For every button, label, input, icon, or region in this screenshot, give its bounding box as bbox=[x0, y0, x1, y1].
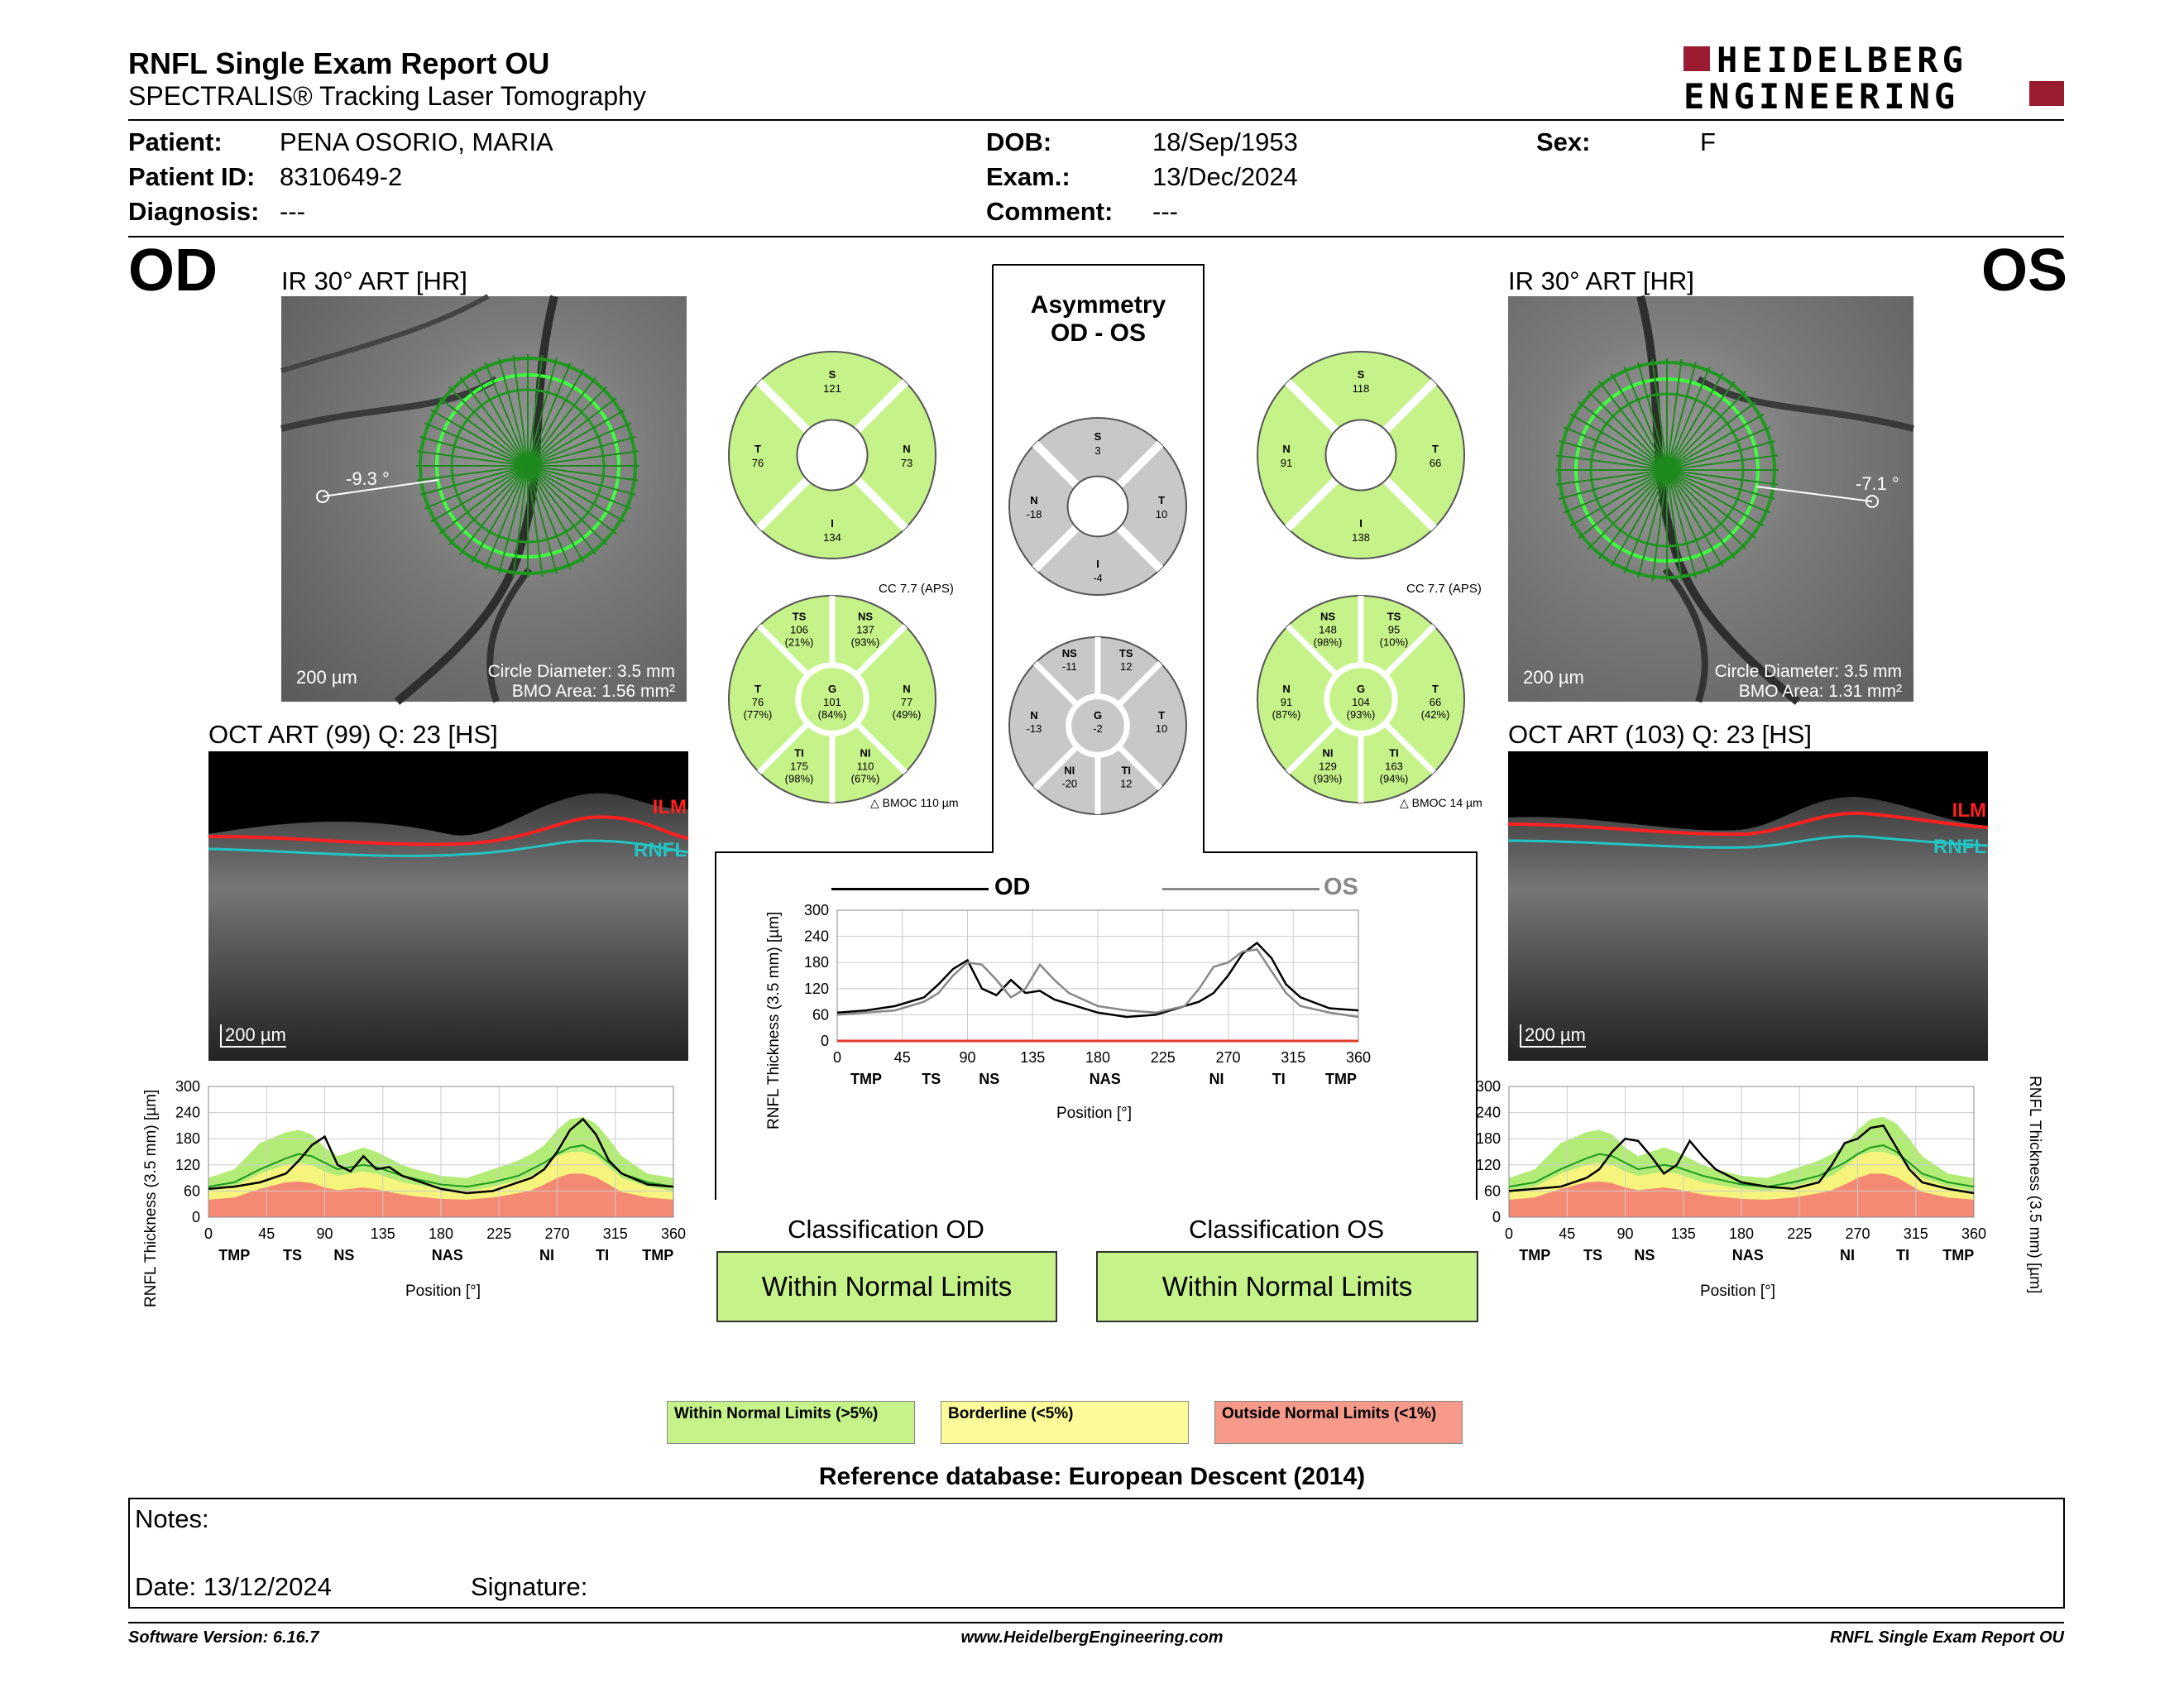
od-chart-xlabel: Position [°] bbox=[405, 1283, 481, 1300]
sector-value-T: 66 bbox=[1429, 696, 1442, 708]
sector-value-NI: 110 bbox=[856, 760, 874, 773]
classification-od-title: Classification OD bbox=[788, 1215, 984, 1244]
quadrant-value-S: 118 bbox=[1352, 382, 1370, 395]
sector-axis-label: NI bbox=[539, 1247, 555, 1264]
quadrant-label-I: I bbox=[1359, 517, 1363, 530]
sector-label-G: G bbox=[1356, 683, 1366, 695]
quadrant-value-I: 138 bbox=[1352, 531, 1370, 544]
x-tick-label: 270 bbox=[1215, 1049, 1241, 1066]
quadrant-label-T: T bbox=[754, 443, 761, 455]
quadrant-value-T: 76 bbox=[751, 457, 764, 469]
quadrant-label-T: T bbox=[1158, 494, 1166, 506]
sector-pct-NS: (98%) bbox=[1313, 635, 1343, 649]
x-tick-label: 135 bbox=[1670, 1225, 1696, 1242]
quadrant-value-S: 3 bbox=[1094, 444, 1101, 457]
sector-value-NS: -11 bbox=[1061, 660, 1077, 674]
od-oct-image bbox=[208, 751, 688, 1061]
sector-label-T: T bbox=[1432, 683, 1439, 695]
sector-label-T: T bbox=[754, 683, 761, 695]
quadrant-label-S: S bbox=[1094, 429, 1102, 443]
y-tick-label: 120 bbox=[803, 980, 829, 997]
y-tick-label: 300 bbox=[803, 902, 829, 918]
quadrant-label-I: I bbox=[1096, 558, 1099, 571]
sector-pct-NI: (67%) bbox=[850, 772, 880, 785]
x-tick-label: 360 bbox=[660, 1225, 687, 1242]
y-tick-label: 120 bbox=[1475, 1156, 1501, 1173]
sector-pct-NI: (93%) bbox=[1313, 772, 1343, 785]
sector-axis-label: TI bbox=[596, 1247, 610, 1264]
brand-line2: ENGINEERING bbox=[1684, 76, 1960, 117]
os-rnfl-chart bbox=[1475, 1072, 2060, 1320]
sector-axis-label: TMP bbox=[1519, 1247, 1551, 1264]
sector-pct-G: (93%) bbox=[1346, 708, 1376, 721]
sector-pct-TI: (98%) bbox=[784, 772, 814, 785]
notes-label: Notes: bbox=[135, 1504, 209, 1533]
x-tick-label: 225 bbox=[1150, 1049, 1176, 1066]
brand-logo bbox=[1684, 40, 2064, 119]
cmp-legend-od: OD bbox=[994, 874, 1031, 900]
sector-value-TS: 12 bbox=[1120, 660, 1133, 674]
y-tick-label: 120 bbox=[175, 1156, 200, 1173]
od-oct-scale: 200 µm bbox=[220, 1024, 286, 1048]
sector-axis-label: TS bbox=[1583, 1247, 1602, 1264]
od-os-comparison-chart bbox=[761, 877, 1390, 1125]
x-tick-label: 90 bbox=[959, 1049, 976, 1066]
od-fundus-image bbox=[281, 296, 687, 702]
os-chart-ylabel: RNFL Thickness (3.5 mm) [µm] bbox=[2026, 1076, 2043, 1294]
sector-axis-label: TI bbox=[1896, 1247, 1910, 1264]
y-tick-label: 240 bbox=[175, 1104, 200, 1121]
sector-value-G: -2 bbox=[1093, 722, 1103, 735]
sector-label-G: G bbox=[827, 683, 837, 695]
sector-axis-label: NS bbox=[979, 1071, 1000, 1087]
x-tick-label: 0 bbox=[1504, 1225, 1514, 1242]
sector-label-NS: NS bbox=[1061, 647, 1077, 660]
sector-value-TS: 95 bbox=[1387, 623, 1401, 636]
classification-od-box: Within Normal Limits bbox=[716, 1251, 1057, 1322]
sector-value-TS: 106 bbox=[790, 623, 808, 636]
x-tick-label: 315 bbox=[1281, 1049, 1306, 1066]
y-tick-label: 60 bbox=[812, 1006, 829, 1024]
x-tick-label: 360 bbox=[1961, 1225, 1987, 1242]
quadrant-label-N: N bbox=[1030, 494, 1038, 506]
sector-pct-N: (49%) bbox=[892, 708, 922, 721]
sector-value-NI: -20 bbox=[1061, 777, 1078, 790]
legend-within-normal: Within Normal Limits (>5%) bbox=[667, 1401, 915, 1444]
x-tick-label: 360 bbox=[1345, 1049, 1372, 1066]
od-scan-circle bbox=[281, 296, 687, 702]
patient-id: 8310649-2 bbox=[280, 162, 403, 191]
y-tick-label: 300 bbox=[1475, 1078, 1501, 1095]
os-eye-label: OS bbox=[1981, 237, 2068, 304]
sector-pct-TS: (21%) bbox=[784, 635, 814, 649]
x-tick-label: 135 bbox=[370, 1225, 395, 1242]
x-tick-label: 315 bbox=[1903, 1225, 1928, 1242]
legend-outside-normal: Outside Normal Limits (<1%) bbox=[1214, 1401, 1463, 1444]
sector-value-N: 77 bbox=[900, 696, 913, 708]
sector-label-TI: TI bbox=[1389, 746, 1399, 760]
quadrant-label-N: N bbox=[903, 443, 911, 455]
od-rnfl-label: RNFL bbox=[634, 839, 687, 861]
reference-database: Reference database: European Descent (2014) bbox=[818, 1463, 1366, 1490]
x-tick-label: 270 bbox=[544, 1225, 570, 1242]
os-bmoc-value: BMOC 14 µm bbox=[1411, 796, 1482, 809]
quadrant-value-S: 121 bbox=[823, 382, 841, 395]
quadrant-value-N: 73 bbox=[900, 457, 913, 469]
quadrant-value-I: -4 bbox=[1093, 572, 1103, 585]
sector-label-NS: NS bbox=[857, 610, 874, 623]
x-tick-label: 315 bbox=[602, 1225, 628, 1242]
sector-pct-NS: (93%) bbox=[850, 635, 880, 649]
y-tick-label: 240 bbox=[803, 928, 829, 945]
cmp-chart-xlabel: Position [°] bbox=[1056, 1105, 1133, 1122]
legend-borderline: Borderline (<5%) bbox=[941, 1401, 1189, 1444]
y-tick-label: 60 bbox=[183, 1182, 200, 1200]
patient-label: Patient: bbox=[128, 127, 223, 156]
sector-pct-N: (87%) bbox=[1272, 708, 1301, 721]
sector-label-NI: NI bbox=[860, 746, 871, 760]
sector-label-N: N bbox=[1282, 683, 1291, 695]
od-bmoc-value: BMOC 110 µm bbox=[882, 796, 959, 809]
sector-label-TS: TS bbox=[1387, 610, 1401, 623]
patient-name: PENA OSORIO, MARIA bbox=[280, 127, 553, 156]
os-oct-scale: 200 µm bbox=[1520, 1024, 1586, 1048]
software-version: Software Version: 6.16.7 bbox=[128, 1628, 319, 1647]
exam-value: 13/Dec/2024 bbox=[1152, 162, 1298, 191]
sex-label: Sex: bbox=[1536, 127, 1591, 156]
x-tick-label: 225 bbox=[1787, 1225, 1813, 1242]
x-tick-label: 0 bbox=[204, 1225, 213, 1242]
od-oct-title: OCT ART (99) Q: 23 [HS] bbox=[208, 720, 498, 749]
os-cc-label: CC 7.7 (APS) bbox=[1406, 582, 1482, 596]
sector-pct-TI: (94%) bbox=[1379, 772, 1409, 785]
x-tick-label: 45 bbox=[1559, 1225, 1576, 1242]
comment-label: Comment: bbox=[986, 197, 1114, 226]
sector-label-N: N bbox=[903, 683, 911, 695]
od-ilm-label: ILM bbox=[652, 796, 687, 818]
footer-report-name: RNFL Single Exam Report OU bbox=[1829, 1628, 2064, 1647]
sector-value-G: 104 bbox=[1352, 696, 1370, 708]
classification-os-title: Classification OS bbox=[1188, 1215, 1385, 1244]
y-tick-label: 180 bbox=[1475, 1130, 1501, 1148]
os-ilm-label: ILM bbox=[1952, 799, 1986, 822]
exam-label: Exam.: bbox=[986, 162, 1070, 191]
od-circle-diameter: Circle Diameter: 3.5 mm bbox=[487, 662, 675, 681]
y-tick-label: 0 bbox=[1492, 1209, 1501, 1225]
sector-value-T: 10 bbox=[1155, 722, 1168, 735]
sector-axis-label: TI bbox=[1272, 1071, 1286, 1087]
sector-axis-label: TMP bbox=[218, 1247, 251, 1264]
quadrant-label-S: S bbox=[828, 368, 836, 381]
website-link[interactable]: www.HeidelbergEngineering.com bbox=[960, 1628, 1224, 1647]
os-angle-label: -7.1 ° bbox=[1856, 473, 1899, 494]
sector-label-NS: NS bbox=[1320, 610, 1336, 623]
quadrant-label-I: I bbox=[831, 517, 834, 530]
report-subtitle: SPECTRALIS® Tracking Laser Tomography bbox=[128, 81, 646, 111]
diagnosis-value: --- bbox=[280, 197, 305, 226]
quadrant-label-S: S bbox=[1357, 368, 1365, 381]
sector-axis-label: TS bbox=[922, 1071, 941, 1087]
sector-value-NS: 148 bbox=[1319, 623, 1337, 636]
od-eye-label: OD bbox=[128, 237, 218, 304]
os-rnfl-label: RNFL bbox=[1933, 836, 1986, 858]
sector-pct-T: (77%) bbox=[743, 708, 773, 721]
quadrant-value-N: 91 bbox=[1280, 457, 1293, 469]
x-tick-label: 45 bbox=[258, 1225, 275, 1242]
y-tick-label: 180 bbox=[803, 954, 829, 971]
x-tick-label: 90 bbox=[316, 1225, 333, 1242]
sector-pct-G: (84%) bbox=[817, 708, 847, 721]
sector-axis-label: NI bbox=[1209, 1071, 1224, 1087]
cmp-legend-os: OS bbox=[1324, 874, 1358, 900]
os-bmo-area: BMO Area: 1.31 mm² bbox=[1738, 682, 1902, 701]
asymmetry-title bbox=[993, 291, 1204, 348]
comment-value: --- bbox=[1152, 197, 1178, 226]
sector-label-N: N bbox=[1030, 709, 1038, 722]
sector-value-G: 101 bbox=[823, 696, 841, 708]
sector-label-TI: TI bbox=[794, 746, 804, 760]
sector-label-G: G bbox=[1093, 709, 1103, 722]
patient-id-label: Patient ID: bbox=[128, 162, 256, 191]
sector-label-T: T bbox=[1158, 709, 1166, 722]
od-cc-label: CC 7.7 (APS) bbox=[879, 582, 954, 596]
sector-label-NI: NI bbox=[1322, 746, 1334, 760]
asymmetry-title-line1: Asymmetry bbox=[1030, 291, 1166, 319]
sector-axis-label: TMP bbox=[850, 1071, 882, 1087]
sector-axis-label: TMP bbox=[1325, 1071, 1357, 1087]
dob-label: DOB: bbox=[986, 127, 1052, 156]
os-bmoc-label: △ BMOC 14 µm bbox=[1400, 796, 1482, 809]
cmp-chart-ylabel: RNFL Thickness (3.5 mm) [µm] bbox=[765, 911, 783, 1129]
asymmetry-title-line2: OD - OS bbox=[1050, 319, 1146, 347]
y-tick-label: 0 bbox=[191, 1209, 200, 1225]
x-tick-label: 225 bbox=[486, 1225, 512, 1242]
sector-axis-label: NAS bbox=[1089, 1071, 1121, 1087]
sector-value-T: 76 bbox=[751, 696, 764, 708]
y-tick-label: 300 bbox=[175, 1078, 200, 1095]
quadrant-label-N: N bbox=[1282, 443, 1291, 455]
quadrant-value-T: 10 bbox=[1155, 508, 1168, 520]
os-chart-xlabel: Position [°] bbox=[1700, 1283, 1776, 1300]
notes-box bbox=[128, 1498, 2065, 1609]
x-tick-label: 180 bbox=[428, 1225, 454, 1242]
x-tick-label: 180 bbox=[1085, 1049, 1111, 1066]
signature-label: Signature: bbox=[471, 1572, 588, 1601]
os-ir-title: IR 30° ART [HR] bbox=[1508, 266, 1694, 295]
od-ir-title: IR 30° ART [HR] bbox=[281, 266, 467, 295]
x-tick-label: 135 bbox=[1020, 1049, 1046, 1066]
y-tick-label: 180 bbox=[175, 1130, 200, 1148]
sector-axis-label: NAS bbox=[1731, 1247, 1764, 1264]
sector-axis-label: TS bbox=[282, 1247, 302, 1264]
os-scan-circle bbox=[1508, 296, 1913, 702]
sector-axis-label: NI bbox=[1840, 1247, 1856, 1264]
x-tick-label: 0 bbox=[832, 1049, 842, 1066]
y-tick-label: 0 bbox=[820, 1033, 829, 1049]
date-label: Date: 13/12/2024 bbox=[135, 1572, 332, 1601]
x-tick-label: 90 bbox=[1616, 1225, 1634, 1242]
sector-value-N: -13 bbox=[1026, 722, 1042, 735]
od-bmoc-label: △ BMOC 110 µm bbox=[870, 796, 959, 809]
sex-value: F bbox=[1700, 127, 1716, 156]
sector-axis-label: NAS bbox=[431, 1247, 463, 1264]
os-oct-image bbox=[1508, 751, 1988, 1061]
dob-value: 18/Sep/1953 bbox=[1152, 127, 1298, 156]
quadrant-value-I: 134 bbox=[823, 531, 841, 544]
sector-value-NI: 129 bbox=[1319, 760, 1337, 773]
sector-label-NI: NI bbox=[1064, 764, 1075, 777]
sector-axis-label: NS bbox=[1634, 1247, 1655, 1264]
sector-pct-T: (42%) bbox=[1420, 708, 1450, 721]
od-chart-ylabel: RNFL Thickness (3.5 mm) [µm] bbox=[142, 1089, 160, 1307]
x-tick-label: 45 bbox=[893, 1049, 911, 1066]
sector-axis-label: TMP bbox=[1942, 1247, 1975, 1264]
sector-axis-label: NS bbox=[333, 1247, 355, 1264]
quadrant-label-T: T bbox=[1432, 443, 1439, 455]
sector-value-TI: 163 bbox=[1385, 760, 1403, 773]
sector-value-NS: 137 bbox=[856, 623, 874, 636]
sector-value-TI: 175 bbox=[790, 760, 808, 773]
brand-line1: HEIDELBERG bbox=[1717, 40, 1967, 80]
diagnosis-label: Diagnosis: bbox=[128, 197, 260, 226]
classification-os-box: Within Normal Limits bbox=[1096, 1251, 1478, 1322]
sector-value-N: 91 bbox=[1280, 696, 1293, 708]
quadrant-value-N: -18 bbox=[1026, 508, 1042, 520]
os-circle-diameter: Circle Diameter: 3.5 mm bbox=[1714, 662, 1902, 681]
od-bmo-area: BMO Area: 1.56 mm² bbox=[511, 682, 675, 701]
sector-value-TI: 12 bbox=[1120, 777, 1133, 790]
y-tick-label: 60 bbox=[1483, 1182, 1501, 1200]
os-oct-title: OCT ART (103) Q: 23 [HS] bbox=[1508, 720, 1812, 749]
od-angle-label: -9.3 ° bbox=[346, 468, 390, 489]
sector-label-TS: TS bbox=[1118, 647, 1133, 660]
quadrant-value-T: 66 bbox=[1429, 457, 1442, 469]
od-scale-label: 200 µm bbox=[296, 667, 357, 688]
sector-pct-TS: (10%) bbox=[1379, 635, 1409, 649]
sector-axis-label: TMP bbox=[642, 1247, 674, 1264]
sector-label-TI: TI bbox=[1121, 764, 1132, 777]
report-title: RNFL Single Exam Report OU bbox=[128, 46, 550, 80]
x-tick-label: 270 bbox=[1845, 1225, 1870, 1242]
y-tick-label: 240 bbox=[1475, 1104, 1501, 1121]
os-fundus-image bbox=[1508, 296, 1913, 702]
os-scale-label: 200 µm bbox=[1523, 667, 1584, 688]
sector-label-TS: TS bbox=[792, 610, 807, 623]
x-tick-label: 180 bbox=[1728, 1225, 1755, 1242]
